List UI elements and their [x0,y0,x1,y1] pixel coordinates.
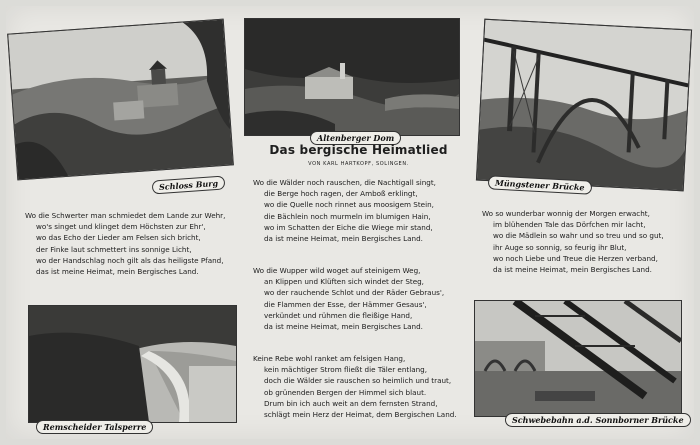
photo-schloss-burg [7,19,234,181]
verse-line: Wo die Wupper wild woget auf steinigem Weg, [253,266,421,275]
schwebebahn-image [475,301,681,416]
verse-line: Wo die Wälder noch rauschen, die Nachtigall singt, [253,178,436,187]
verse-line: wo im Schatten der Eiche die Wiege mir stand, [264,222,433,232]
photo-schwebebahn [474,300,682,417]
verse-line: da ist meine Heimat, mein Bergisches Land. [493,265,652,275]
stanza-2 [253,177,436,244]
verse-line: im blühenden Tale das Dörfchen mir lacht, [493,220,646,230]
verse-line: Drum bin ich auch weit an dem fernsten Strand, [264,398,438,408]
verse-line: das ist meine Heimat, mein Bergisches Land. [36,267,199,277]
verse-line: an Klippen und Klüften sich windet der Steg, [264,277,424,287]
verse-line: die Bächlein noch murmeln im blumigen Hain, [264,211,431,221]
verse-line: Keine Rebe wohl ranket am felsigen Hang, [253,354,406,363]
photo-remscheider-talsperre [28,305,237,423]
verse-line: kein mächtiger Strom fließt die Täler entlang, [264,365,428,375]
caption-muengstener-bruecke: Müngstener Brücke [488,175,592,194]
verse-line: der Finke laut schmettert ins sonnige Licht, [36,244,192,254]
verse-line: die Berge hoch ragen, der Amboß erklingt, [264,189,418,199]
verse-line: verkündet und rühmen die fleißige Hand, [264,310,413,320]
verse-line: da ist meine Heimat, mein Bergisches Land. [264,234,423,244]
remscheider-talsperre-image [29,306,236,422]
altenberger-dom-image [245,19,459,135]
stanza-4 [253,353,457,420]
caption-schwebebahn: Schwebebahn a.d. Sonnborner Brücke [505,413,691,427]
verse-line: doch die Wälder sie rauschen so heimlich und traut, [264,376,452,386]
stanza-3 [253,265,444,332]
verse-line: ob grünenden Bergen der Himmel sich blaut. [264,387,427,397]
schloss-burg-image [8,20,233,180]
verse-line: wo der Handschlag noch gilt als das heiligste Pfand, [36,255,224,265]
verse-line: schlägt mein Herz der Heimat, dem Bergischen Land. [264,410,457,420]
verse-line: wo das Echo der Lieder am Felsen sich bricht, [36,233,201,243]
verse-line: da ist meine Heimat, mein Bergisches Land. [264,322,423,332]
song-title: Das bergische Heimatlied [269,143,448,157]
verse-line: wo's singet und klinget dem Höchsten zur Ehr', [36,222,206,232]
verse-line: Wo so wunderbar wonnig der Morgen erwacht, [482,209,650,218]
caption-schloss-burg: Schloss Burg [152,175,226,194]
muengstener-bruecke-image [477,20,691,191]
photo-muengstener-bruecke [476,19,692,192]
verse-line: wo noch Liebe und Treue die Herzen verband, [493,253,658,263]
verse-line: ihr Auge so sonnig, so feurig ihr Blut, [493,242,627,252]
photo-altenberger-dom [244,18,460,136]
caption-altenberger-dom: Altenberger Dom [310,131,401,145]
verse-line: wo die Quelle noch rinnet aus moosigem Stein, [264,200,434,210]
stanza-1 [25,210,225,277]
song-author: VON KARL HARTKOPF, SOLINGEN. [308,161,409,167]
verse-line: wo der rauchende Schlot und der Räder Gebraus', [264,288,445,298]
verse-line: wo die Mädlein so wahr und so treu und so gut, [493,231,664,241]
verse-line: Wo die Schwerter man schmiedet dem Lande zur Wehr, [25,211,226,220]
caption-remscheider-talsperre: Remscheider Talsperre [36,420,153,434]
stanza-5 [482,208,664,275]
verse-line: die Flammen der Esse, der Hämmer Gesaus', [264,299,427,309]
